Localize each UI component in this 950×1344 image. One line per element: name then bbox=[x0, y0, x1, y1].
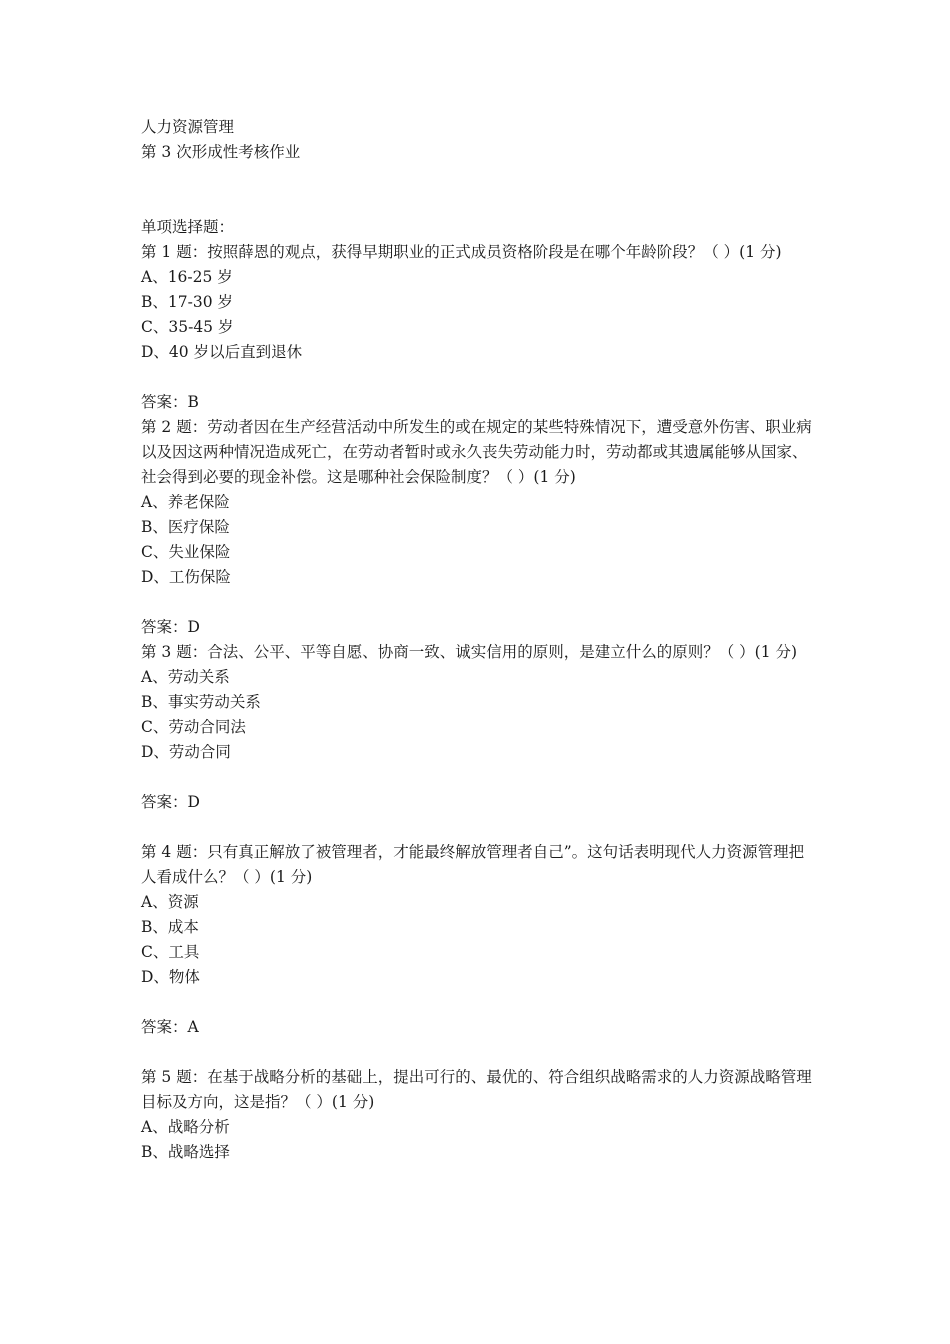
question-1-option-b: B、17-30 岁 bbox=[141, 293, 234, 311]
question-1-option-c: C、35-45 岁 bbox=[141, 318, 234, 336]
question-1-option-d: D、40 岁以后直到退休 bbox=[141, 343, 303, 361]
spacer bbox=[141, 990, 813, 1015]
question-5-option-b: B、战略选择 bbox=[141, 1143, 230, 1161]
question-3-option-c: C、劳动合同法 bbox=[141, 718, 246, 736]
document-title: 人力资源管理 bbox=[141, 118, 235, 136]
spacer bbox=[141, 165, 813, 215]
spacer bbox=[141, 765, 813, 790]
question-4-text: 第 4 题：只有真正解放了被管理者，才能最终解放管理者自己”。这句话表明现代人力资源管理把人看成什么？（ ）(1 分) bbox=[141, 843, 805, 886]
question-2-option-c: C、失业保险 bbox=[141, 543, 231, 561]
question-1-answer: 答案：B bbox=[141, 393, 199, 411]
question-3-option-d: D、劳动合同 bbox=[141, 743, 231, 761]
question-2-text: 第 2 题：劳动者因在生产经营活动中所发生的或在规定的某些特殊情况下，遭受意外伤害、职业病以及因这两种情况造成死亡，在劳动者暂时或永久丧失劳动能力时，劳动都或其遗属能够从国家、社会得到必要的现金补偿。这是哪种社会保险制度？（ ）(1 分) bbox=[141, 418, 812, 486]
document-body bbox=[141, 115, 813, 1165]
question-4-option-c: C、工具 bbox=[141, 943, 200, 961]
question-2-option-b: B、医疗保险 bbox=[141, 518, 230, 536]
question-3-answer: 答案：D bbox=[141, 793, 200, 811]
document-subtitle: 第 3 次形成性考核作业 bbox=[141, 143, 301, 161]
question-5-option-a: A、战略分析 bbox=[141, 1118, 230, 1136]
question-4-option-d: D、物体 bbox=[141, 968, 200, 986]
question-3-option-b: B、事实劳动关系 bbox=[141, 693, 261, 711]
spacer bbox=[141, 590, 813, 615]
spacer bbox=[141, 815, 813, 840]
question-1-text: 第 1 题：按照薛恩的观点，获得早期职业的正式成员资格阶段是在哪个年龄阶段？（ ）(1 分) bbox=[141, 243, 782, 261]
question-2-option-d: D、工伤保险 bbox=[141, 568, 231, 586]
question-4-option-b: B、成本 bbox=[141, 918, 199, 936]
spacer bbox=[141, 1040, 813, 1065]
question-2-option-a: A、养老保险 bbox=[141, 493, 230, 511]
question-3-text: 第 3 题：合法、公平、平等自愿、协商一致、诚实信用的原则，是建立什么的原则？（ ）(1 分) bbox=[141, 643, 798, 661]
question-1-option-a: A、16-25 岁 bbox=[141, 268, 233, 286]
question-2-answer: 答案：D bbox=[141, 618, 200, 636]
question-4-option-a: A、资源 bbox=[141, 893, 199, 911]
spacer bbox=[141, 365, 813, 390]
question-4-answer: 答案：A bbox=[141, 1018, 199, 1036]
question-3-option-a: A、劳动关系 bbox=[141, 668, 230, 686]
question-5-text: 第 5 题：在基于战略分析的基础上，提出可行的、最优的、符合组织战略需求的人力资源战略管理目标及方向，这是指？（ ）(1 分) bbox=[141, 1068, 812, 1111]
section-heading: 单项选择题： bbox=[141, 218, 235, 236]
